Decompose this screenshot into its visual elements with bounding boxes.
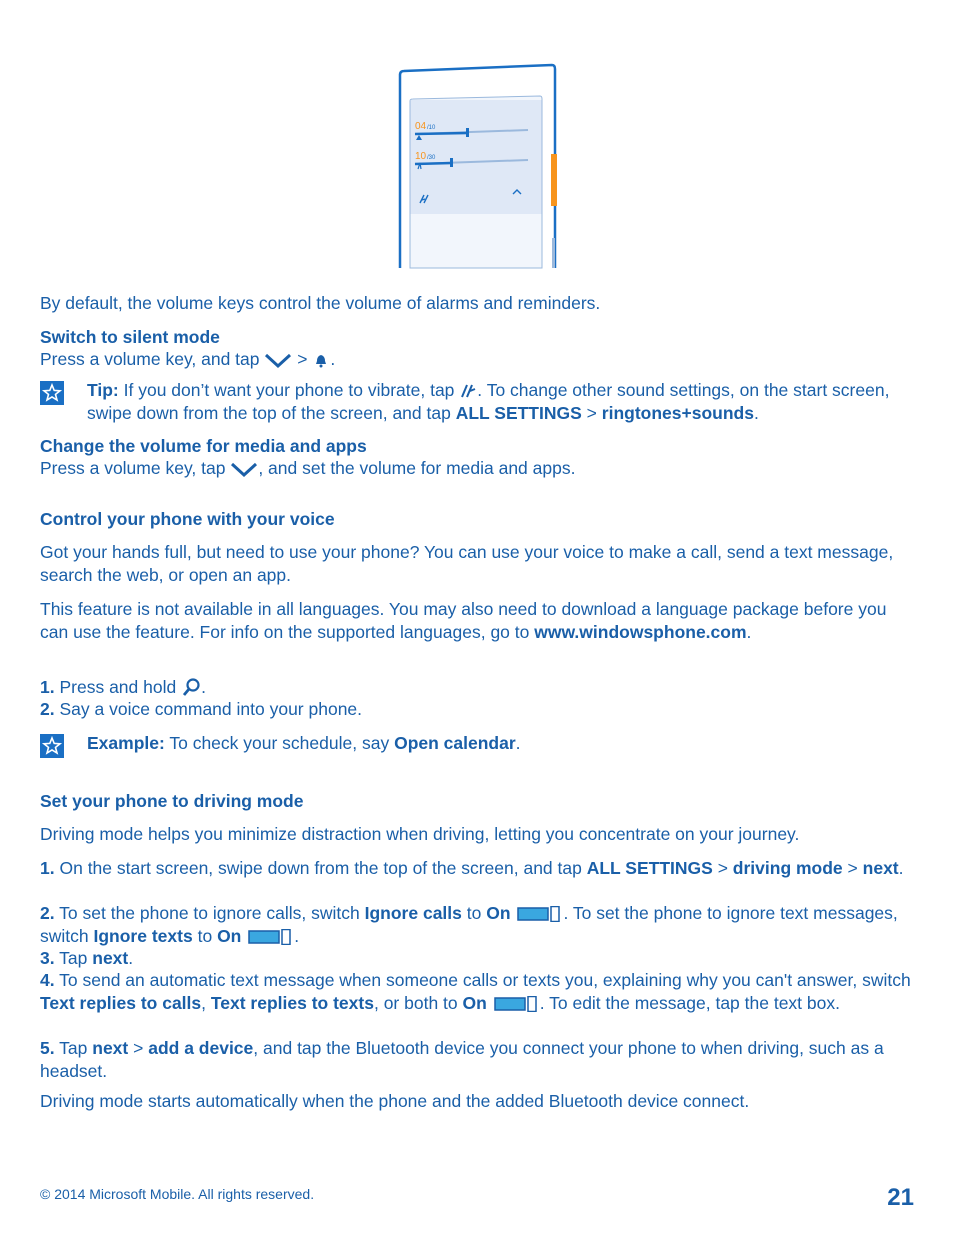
media-text-1: Press a volume key, tap xyxy=(40,458,226,478)
voice-paragraph-2 xyxy=(40,598,916,643)
star-icon xyxy=(40,381,64,405)
step-number: 3. xyxy=(40,948,55,968)
driving-s1-end: . xyxy=(898,858,904,878)
copyright-text: © 2014 Microsoft Mobile. All rights reserved. xyxy=(40,1186,315,1202)
toggle-on-icon xyxy=(494,996,538,1012)
driving-s4-comma: , xyxy=(201,992,207,1013)
step-number: 1. xyxy=(40,677,55,697)
voice-p2-text: This feature is not available in all languages. You may also need to download a language package before you can use the feature. For info on the supported languages, go to xyxy=(40,599,887,642)
driving-s2-on: On xyxy=(217,925,242,946)
driving-s4-text-replies-texts: Text replies to texts xyxy=(210,992,374,1013)
driving-step-3 xyxy=(40,947,916,970)
step-number: 4. xyxy=(40,970,55,990)
driving-s1-gt: > xyxy=(847,858,858,878)
driving-s3-text: Tap xyxy=(59,948,88,968)
voice-step1-text: Press and hold xyxy=(59,677,177,697)
example-end: . xyxy=(515,733,521,753)
media-text-2: , and set the volume for media and apps. xyxy=(258,458,576,478)
driving-s5-text-2: , and tap the Bluetooth device you connect your phone to when driving, such as a headset. xyxy=(40,1038,884,1081)
driving-step-2 xyxy=(40,902,916,947)
driving-paragraph-1: Driving mode helps you minimize distraction when driving, letting you concentrate on your journey. xyxy=(40,824,800,844)
media-volume-heading: Change the volume for media and apps xyxy=(40,436,367,456)
voice-step1-end: . xyxy=(201,677,206,697)
tip-box xyxy=(40,379,916,424)
voice-step-1 xyxy=(40,676,916,699)
intro-text: By default, the volume keys control the volume of alarms and reminders. xyxy=(40,293,601,313)
driving-s4-text-1: To send an automatic text message when someone calls or texts you, explaining why you can't answer, switch xyxy=(59,970,911,990)
driving-s1-all-settings: ALL SETTINGS xyxy=(586,858,713,878)
driving-s5-text-1: Tap xyxy=(59,1038,88,1058)
driving-s2-text-1: To set the phone to ignore calls, switch xyxy=(59,903,360,923)
driving-s5-add-device: add a device xyxy=(148,1038,254,1058)
silent-mode-instruction xyxy=(40,348,916,371)
silent-mode-heading: Switch to silent mode xyxy=(40,327,220,347)
voice-step2-text: Say a voice command into your phone. xyxy=(59,699,363,719)
driving-s2-ignore-texts: Ignore texts xyxy=(93,925,193,946)
driving-mode-heading: Set your phone to driving mode xyxy=(40,791,304,811)
toggle-on-icon xyxy=(517,906,561,922)
driving-s1-driving-mode: driving mode xyxy=(732,858,843,878)
step-number: 1. xyxy=(40,858,55,878)
volume1-value: 04 xyxy=(415,121,427,132)
voice-step-2 xyxy=(40,698,916,721)
driving-s2-on: On xyxy=(486,903,511,923)
driving-s2-end: . xyxy=(294,925,300,946)
driving-paragraph-end: Driving mode starts automatically when the phone and the added Bluetooth device connect. xyxy=(40,1091,750,1111)
phone-volume-illustration xyxy=(396,63,560,269)
search-icon xyxy=(181,677,201,697)
tip-text-1: If you don’t want your phone to vibrate, tap xyxy=(123,380,455,400)
silent-text: Press a volume key, and tap xyxy=(40,349,260,369)
star-icon xyxy=(40,734,64,758)
windowsphone-link[interactable]: www.windowsphone.com xyxy=(534,621,747,642)
volume2-max: /30 xyxy=(427,155,436,161)
driving-step-1 xyxy=(40,857,916,880)
driving-step-4 xyxy=(40,969,916,1014)
driving-s5-next: next xyxy=(92,1038,129,1058)
step-number: 2. xyxy=(40,699,55,719)
example-label: Example: xyxy=(87,733,165,753)
driving-s5-gt: > xyxy=(133,1038,144,1058)
step-number: 5. xyxy=(40,1038,55,1058)
driving-s3-next: next xyxy=(92,948,129,968)
bell-icon xyxy=(312,351,330,369)
step-number: 2. xyxy=(40,903,55,923)
driving-s2-to: to xyxy=(466,903,482,923)
chevron-down-icon xyxy=(230,460,258,478)
example-text-1: To check your schedule, say xyxy=(169,733,390,753)
driving-s4-text-2: , or both to xyxy=(373,992,458,1013)
voice-p2-end: . xyxy=(746,621,752,642)
tip-label: Tip: xyxy=(87,380,119,400)
example-text xyxy=(87,732,916,755)
driving-s4-text-3: . To edit the message, tap the text box. xyxy=(539,992,840,1013)
tip-text-2: . To change other sound settings, on the start screen, swipe down from the top of the screen, and tap xyxy=(87,380,890,423)
page-number: 21 xyxy=(887,1184,914,1211)
volume1-max: /10 xyxy=(427,125,436,131)
driving-s1-text: On the start screen, swipe down from the top of the screen, and tap xyxy=(59,858,582,878)
chevron-down-icon xyxy=(264,351,292,369)
driving-s1-next: next xyxy=(862,858,899,878)
tip-text xyxy=(87,379,916,424)
driving-s2-text-2: . To set the phone to ignore text messages, switch xyxy=(40,903,898,946)
driving-s2-ignore-calls: Ignore calls xyxy=(364,903,462,923)
tip-gt: > xyxy=(586,402,597,423)
media-volume-instruction xyxy=(40,457,916,480)
voice-paragraph-1: Got your hands full, but need to use your phone? You can use your voice to make a call, send a text message, search the web, or open an app. xyxy=(40,542,894,585)
tip-all-settings: ALL SETTINGS xyxy=(455,402,582,423)
toggle-on-icon xyxy=(248,929,292,945)
vibrate-icon xyxy=(459,382,477,400)
volume2-value: 10 xyxy=(415,151,427,162)
driving-step-5 xyxy=(40,1037,916,1082)
tip-end: . xyxy=(753,402,759,423)
driving-s4-text-replies-calls: Text replies to calls xyxy=(40,992,202,1013)
tip-ringtones-sounds: ringtones+sounds xyxy=(601,402,754,423)
example-command: Open calendar xyxy=(394,733,516,753)
driving-s2-to: to xyxy=(197,925,213,946)
driving-s3-end: . xyxy=(128,948,134,968)
silent-end: . xyxy=(330,349,336,369)
driving-s1-gt: > xyxy=(717,858,728,878)
driving-s4-on: On xyxy=(462,992,487,1013)
voice-control-heading: Control your phone with your voice xyxy=(40,509,335,529)
silent-gt: > xyxy=(297,349,308,369)
example-box xyxy=(40,732,916,755)
